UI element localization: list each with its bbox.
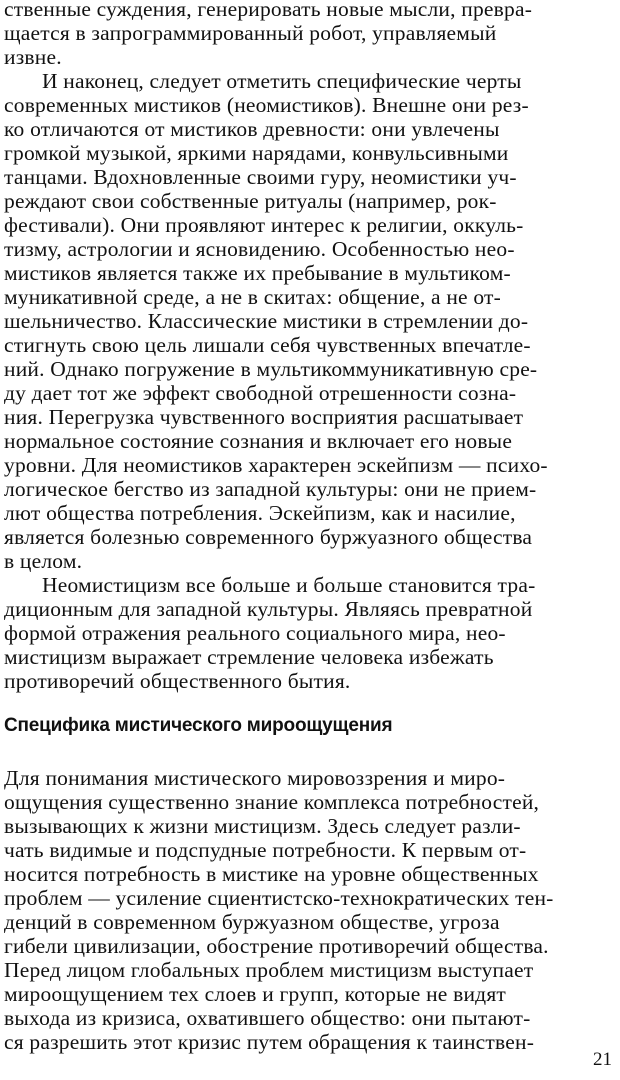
text-line: ственные суждения, генерировать новые мысли, превра- [4,0,533,21]
section-heading: Специфика мистического мироощущения [4,715,393,736]
text-line: мироощущением тех слоев и групп, которые не видят [4,982,507,1006]
text-line: Неомистицизм все больше и больше становится тра- [42,573,536,597]
text-line: танцами. Вдохновленные своими гуру, неомистики уч- [4,165,517,189]
text-line: является болезнью современного буржуазного общества [4,525,533,549]
text-line: ся разрешить этот кризис путем обращения к таинствен- [4,1030,535,1054]
text-line: нормальное состояние сознания и включает его новые [4,429,513,453]
text-line: современных мистиков (неомистиков). Внешне они рез- [4,93,529,117]
text-line: ко отличаются от мистиков древности: они увлечены [4,117,500,141]
text-line: вызывающих к жизни мистицизм. Здесь следует разли- [4,814,521,838]
text-line: противоречий общественного бытия. [4,669,351,693]
text-line: ду дает тот же эффект свободной отрешенности созна- [4,381,517,405]
text-line: Перед лицом глобальных проблем мистицизм выступает [4,958,534,982]
text-line: носится потребность в мистике на уровне общественных [4,862,539,886]
text-line: стигнуть свою цель лишали себя чувственных впечатле- [4,333,531,357]
text-line: мистицизм выражает стремление человека избежать [4,645,494,669]
text-line: чать видимые и подспудные потребности. К первым от- [4,838,527,862]
text-line: реждают свои собственные ритуалы (например, рок- [4,189,497,213]
text-line: мистиков является также их пребывание в мультиком- [4,261,511,285]
text-line: логическое бегство из западной культуры: они не прием- [4,477,537,501]
text-line: Для понимания мистического мировоззрения и миро- [4,766,506,790]
text-line: формой отражения реального социального мира, нео- [4,621,506,645]
text-line: тизму, астрологии и ясновидению. Особенностью нео- [4,237,515,261]
text-line: громкой музыкой, яркими нарядами, конвульсивными [4,141,509,165]
text-line: ощущения существенно знание комплекса потребностей, [4,790,540,814]
text-line: выхода из кризиса, охватившего общество: они пытают- [4,1006,531,1030]
text-line: денций в современном буржуазном обществе, угроза [4,910,500,934]
text-line: проблем — усиление сциентистско-технократических тен- [4,886,554,910]
text-line: ния. Перегрузка чувственного восприятия расшатывает [4,405,524,429]
text-line: гибели цивилизации, обострение противоречий общества. [4,934,549,958]
text-line: извне. [4,45,62,69]
page-number: 21 [593,1049,612,1070]
text-line: диционным для западной культуры. Являясь превратной [4,597,533,621]
text-line: И наконец, следует отметить специфические черты [42,69,522,93]
text-line: лют общества потребления. Эскейпизм, как и насилие, [4,501,516,525]
text-line: уровни. Для неомистиков характерен эскейпизм — психо- [4,453,548,477]
text-line: муникативной среде, а не в скитах: общение, а не от- [4,285,501,309]
text-line: ний. Однако погружение в мультикоммуникативную сре- [4,357,538,381]
book-page [4,0,616,1080]
text-line: щается в запрограммированный робот, управляемый [4,21,497,45]
text-line: фестивали). Они проявляют интерес к религии, оккуль- [4,213,524,237]
text-line: шельничество. Классические мистики в стремлении до- [4,309,529,333]
text-line: в целом. [4,549,83,573]
